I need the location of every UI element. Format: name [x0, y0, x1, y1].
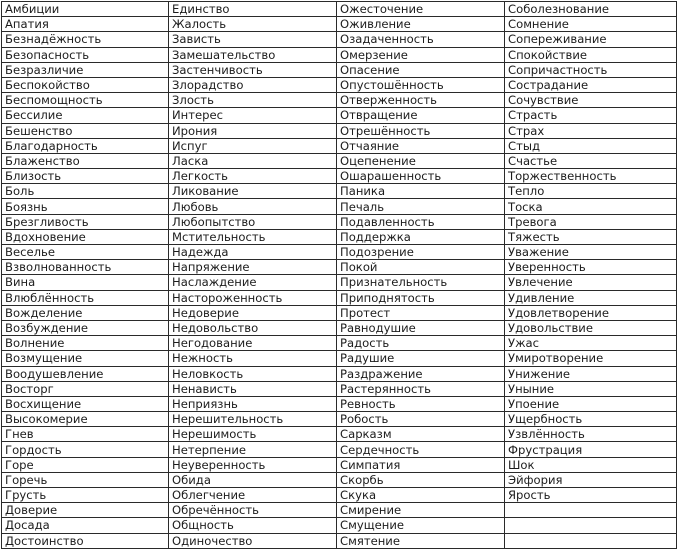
table-row: [2, 245, 677, 260]
emotion-cell: Нетерпение: [169, 442, 337, 457]
emotion-cell: Бессилие: [2, 108, 169, 123]
emotion-cell: Признательность: [337, 275, 505, 290]
emotion-cell: Боль: [2, 184, 169, 199]
emotion-cell: Возбуждение: [2, 320, 169, 335]
table-row: [2, 290, 677, 305]
emotion-cell: Недоверие: [169, 305, 337, 320]
emotion-cell: Ревность: [337, 396, 505, 411]
emotion-cell: Сопереживание: [505, 32, 677, 47]
table-row: [2, 93, 677, 108]
emotion-cell: Апатия: [2, 17, 169, 32]
emotion-cell: Приподнятость: [337, 290, 505, 305]
emotion-cell: Ущербность: [505, 412, 677, 427]
emotion-cell: Опасение: [337, 62, 505, 77]
emotion-cell: Застенчивость: [169, 62, 337, 77]
emotion-cell: Любовь: [169, 199, 337, 214]
emotion-cell: Боязнь: [2, 199, 169, 214]
emotion-cell: Воодушевление: [2, 366, 169, 381]
table-row: [2, 77, 677, 92]
emotion-cell: Скука: [337, 488, 505, 503]
emotion-cell: Достоинство: [2, 533, 169, 548]
emotion-cell: Сострадание: [505, 77, 677, 92]
emotion-cell: Высокомерие: [2, 412, 169, 427]
emotion-cell: Интерес: [169, 108, 337, 123]
emotion-cell: Ошарашенность: [337, 169, 505, 184]
table-row: [2, 169, 677, 184]
emotions-table: [1, 1, 677, 549]
emotion-cell: Сочувствие: [505, 93, 677, 108]
emotion-cell: Сопричастность: [505, 62, 677, 77]
emotion-cell: Облегчение: [169, 488, 337, 503]
table-row: [2, 123, 677, 138]
emotion-cell: Умиротворение: [505, 351, 677, 366]
emotion-cell: Торжественность: [505, 169, 677, 184]
emotion-cell: Тепло: [505, 184, 677, 199]
emotion-cell: Увлечение: [505, 275, 677, 290]
emotion-cell: Фрустрация: [505, 442, 677, 457]
emotion-cell: Ласка: [169, 153, 337, 168]
emotion-cell: Бешенство: [2, 123, 169, 138]
emotion-cell: Влюблённость: [2, 290, 169, 305]
emotion-cell: Зависть: [169, 32, 337, 47]
table-row: [2, 442, 677, 457]
emotion-cell: Нерешимость: [169, 427, 337, 442]
emotion-cell: Оцепенение: [337, 153, 505, 168]
table-row: [2, 396, 677, 411]
table-row: [2, 351, 677, 366]
emotion-cell: Замешательство: [169, 47, 337, 62]
emotion-cell: Опустошённость: [337, 77, 505, 92]
table-row: [2, 366, 677, 381]
emotion-cell: Уныние: [505, 381, 677, 396]
emotion-cell: Сарказм: [337, 427, 505, 442]
emotion-cell: Уверенность: [505, 260, 677, 275]
emotion-cell: Протест: [337, 305, 505, 320]
emotion-cell: Амбиции: [2, 2, 169, 17]
emotion-cell: Радость: [337, 336, 505, 351]
table-row: [2, 47, 677, 62]
emotion-cell: Беспомощность: [2, 93, 169, 108]
emotion-cell: Омерзение: [337, 47, 505, 62]
emotion-cell: Гордость: [2, 442, 169, 457]
emotion-cell: Надежда: [169, 245, 337, 260]
emotion-cell: Неприязнь: [169, 396, 337, 411]
emotion-cell: Горечь: [2, 472, 169, 487]
table-row: [2, 533, 677, 548]
table-row: [2, 260, 677, 275]
table-row: [2, 199, 677, 214]
emotion-cell: Озадаченность: [337, 32, 505, 47]
emotion-cell: Нерешительность: [169, 412, 337, 427]
table-row: [2, 32, 677, 47]
emotion-cell: Жалость: [169, 17, 337, 32]
emotion-cell: Спокойствие: [505, 47, 677, 62]
emotion-cell: Ирония: [169, 123, 337, 138]
emotion-cell: Обида: [169, 472, 337, 487]
emotion-cell: Ликование: [169, 184, 337, 199]
emotion-cell: Грусть: [2, 488, 169, 503]
emotion-cell: Счастье: [505, 153, 677, 168]
emotion-cell: Симпатия: [337, 457, 505, 472]
emotion-cell: Сомнение: [505, 17, 677, 32]
emotion-cell: Неуверенность: [169, 457, 337, 472]
emotion-cell: Ненависть: [169, 381, 337, 396]
emotion-cell: Вдохновение: [2, 229, 169, 244]
emotion-cell: Отвращение: [337, 108, 505, 123]
emotion-cell: Подавленность: [337, 214, 505, 229]
emotion-cell: Наслаждение: [169, 275, 337, 290]
table-row: [2, 138, 677, 153]
emotion-cell: Безразличие: [2, 62, 169, 77]
emotion-cell: Безнадёжность: [2, 32, 169, 47]
emotions-table-body: [2, 2, 677, 549]
emotion-cell: Растерянность: [337, 381, 505, 396]
table-row: [2, 2, 677, 17]
emotion-cell: Ярость: [505, 488, 677, 503]
emotion-cell: Равнодушие: [337, 320, 505, 335]
table-row: [2, 229, 677, 244]
emotion-cell: Брезгливость: [2, 214, 169, 229]
emotion-cell: Недовольство: [169, 320, 337, 335]
emotion-cell: Эйфория: [505, 472, 677, 487]
emotion-cell: Единство: [169, 2, 337, 17]
table-row: [2, 336, 677, 351]
emotion-cell: Досада: [2, 518, 169, 533]
emotion-cell: Безопасность: [2, 47, 169, 62]
emotion-cell: Веселье: [2, 245, 169, 260]
emotion-cell: Оживление: [337, 17, 505, 32]
emotion-cell: Мстительность: [169, 229, 337, 244]
emotion-cell: Общность: [169, 518, 337, 533]
emotion-cell: Неловкость: [169, 366, 337, 381]
emotion-cell: Доверие: [2, 503, 169, 518]
emotion-cell: Вина: [2, 275, 169, 290]
emotion-cell: Горе: [2, 457, 169, 472]
emotion-cell: Близость: [2, 169, 169, 184]
emotion-cell: Взволнованность: [2, 260, 169, 275]
emotion-cell: [505, 518, 677, 533]
emotion-cell: Смятение: [337, 533, 505, 548]
emotion-cell: Удивление: [505, 290, 677, 305]
emotion-cell: Беспокойство: [2, 77, 169, 92]
emotion-cell: Удовлетворение: [505, 305, 677, 320]
emotion-cell: Сердечность: [337, 442, 505, 457]
table-row: [2, 17, 677, 32]
emotion-cell: Покой: [337, 260, 505, 275]
emotion-cell: Смирение: [337, 503, 505, 518]
table-row: [2, 108, 677, 123]
emotion-cell: Удовольствие: [505, 320, 677, 335]
emotion-cell: Подозрение: [337, 245, 505, 260]
table-row: [2, 184, 677, 199]
emotion-cell: Ожесточение: [337, 2, 505, 17]
table-row: [2, 472, 677, 487]
emotion-cell: Страх: [505, 123, 677, 138]
emotion-cell: Блаженство: [2, 153, 169, 168]
emotion-cell: Одиночество: [169, 533, 337, 548]
emotion-cell: Настороженность: [169, 290, 337, 305]
emotion-cell: Радушие: [337, 351, 505, 366]
emotion-cell: Злорадство: [169, 77, 337, 92]
table-row: [2, 62, 677, 77]
emotion-cell: Отрешённость: [337, 123, 505, 138]
emotion-cell: Любопытство: [169, 214, 337, 229]
emotion-cell: Уважение: [505, 245, 677, 260]
table-row: [2, 320, 677, 335]
emotion-cell: Отчаяние: [337, 138, 505, 153]
table-row: [2, 488, 677, 503]
emotion-cell: Печаль: [337, 199, 505, 214]
emotion-cell: Раздражение: [337, 366, 505, 381]
emotion-cell: Напряжение: [169, 260, 337, 275]
table-row: [2, 457, 677, 472]
table-row: [2, 275, 677, 290]
emotion-cell: Смущение: [337, 518, 505, 533]
emotion-cell: Скорбь: [337, 472, 505, 487]
emotion-cell: Негодование: [169, 336, 337, 351]
emotion-cell: Возмущение: [2, 351, 169, 366]
table-row: [2, 427, 677, 442]
emotion-cell: Отверженность: [337, 93, 505, 108]
emotion-cell: Легкость: [169, 169, 337, 184]
emotion-cell: Тяжесть: [505, 229, 677, 244]
table-row: [2, 518, 677, 533]
emotion-cell: Упоение: [505, 396, 677, 411]
table-row: [2, 153, 677, 168]
emotion-cell: Вожделение: [2, 305, 169, 320]
emotion-cell: Ужас: [505, 336, 677, 351]
emotion-cell: Тревога: [505, 214, 677, 229]
table-row: [2, 305, 677, 320]
table-row: [2, 214, 677, 229]
emotion-cell: Поддержка: [337, 229, 505, 244]
table-row: [2, 381, 677, 396]
emotion-cell: [505, 533, 677, 548]
emotion-cell: Узвлённость: [505, 427, 677, 442]
emotion-cell: Робость: [337, 412, 505, 427]
emotion-cell: Страсть: [505, 108, 677, 123]
emotion-cell: Унижение: [505, 366, 677, 381]
emotion-cell: Благодарность: [2, 138, 169, 153]
table-row: [2, 503, 677, 518]
emotion-cell: Гнев: [2, 427, 169, 442]
emotion-cell: Стыд: [505, 138, 677, 153]
emotion-cell: Соболезнование: [505, 2, 677, 17]
emotion-cell: Паника: [337, 184, 505, 199]
emotion-cell: Восхищение: [2, 396, 169, 411]
emotion-cell: Обречённость: [169, 503, 337, 518]
emotion-cell: Волнение: [2, 336, 169, 351]
emotion-cell: Тоска: [505, 199, 677, 214]
emotion-cell: [505, 503, 677, 518]
emotion-cell: Нежность: [169, 351, 337, 366]
emotion-cell: Шок: [505, 457, 677, 472]
emotion-cell: Злость: [169, 93, 337, 108]
emotion-cell: Восторг: [2, 381, 169, 396]
emotion-cell: Испуг: [169, 138, 337, 153]
table-row: [2, 412, 677, 427]
